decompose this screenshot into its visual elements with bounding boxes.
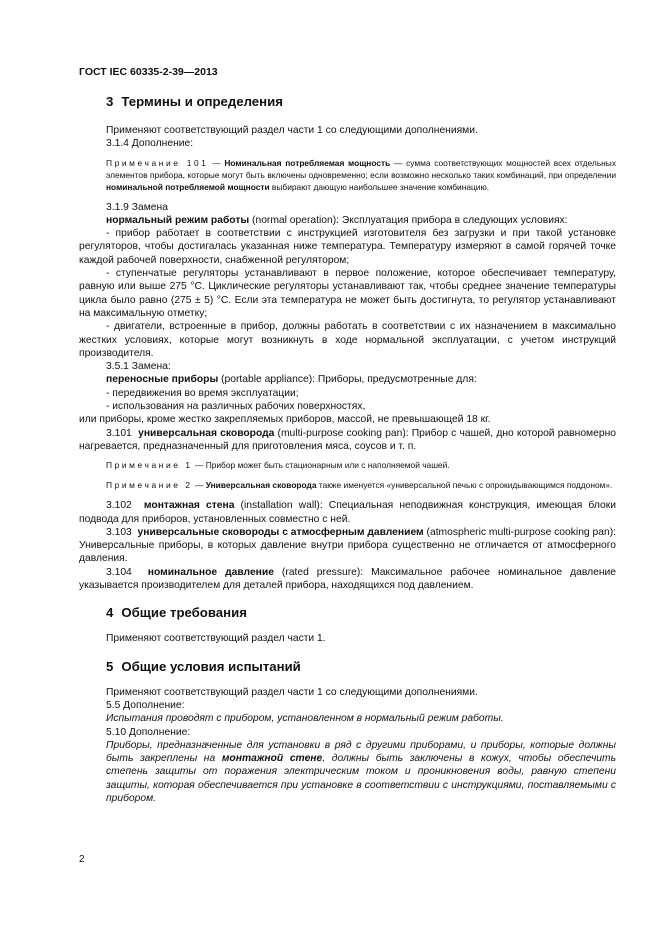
clause-number: 3.101 — [106, 427, 132, 439]
definition-3-101 — [79, 427, 616, 454]
term: переносные приборы — [106, 374, 219, 386]
section-title: Общие требования — [121, 605, 247, 621]
note-text: также именуется «универсальной печью с опрокидывающимся поддоном». — [316, 480, 613, 491]
term: номинальной потребляемой мощности — [106, 181, 270, 192]
section-number: 4 — [106, 605, 114, 621]
term: Номинальная потребляемая мощность — [224, 157, 391, 168]
term: нормальный режим работы — [106, 214, 250, 226]
note-label: Примечание 1 — [106, 460, 193, 471]
definition-text: (atmospheric multi-purpose cooking pan): Универсальные приборы, в которых давление внутри прибора существенно не отличается от атмосферного давления. — [79, 526, 616, 565]
note-1 — [106, 459, 616, 471]
section-title: Общие условия испытаний — [121, 658, 301, 674]
definition-normal-operation — [106, 214, 616, 227]
section-title: Термины и определения — [121, 94, 283, 109]
note-2 — [106, 479, 616, 491]
clause-number: 3.102 — [106, 500, 132, 512]
definition-portable-appliance — [106, 373, 616, 386]
italic-text: Испытания проводят с прибором, установленном в нормальный режим работы. — [106, 713, 504, 725]
list-item: - ступенчатые регуляторы устанавливают в первое положение, которое обеспечивает температуру, равную или выше 275 °С. Циклические регуляторы устанавливают так, чтобы среднее значение температуры цикла было равно (275 ± 5) °С. Если эта температура не может быть достигнута, то регулятор устанавливают на максимальную отметку; — [79, 268, 616, 319]
page-content — [79, 94, 617, 805]
section-number: 3 — [106, 94, 114, 109]
paragraph: Применяют соответствующий раздел части 1 со следующими дополнениями. — [106, 686, 478, 698]
definition-text: (normal operation): Эксплуатация прибора в следующих условиях: — [249, 214, 568, 226]
definition-3-104 — [79, 566, 616, 593]
section-5-heading — [106, 659, 616, 675]
page-number: 2 — [79, 854, 85, 865]
paragraph: или приборы, кроме жестко закрепляемых приборов, массой, не превышающей 18 кг. — [79, 414, 491, 426]
italic-text: Приборы, предназначенные для установки в ряд с другими приборами, и приборы, которые должны быть закреплены на — [106, 739, 616, 765]
paragraph-5-10 — [106, 739, 616, 805]
definition-3-102 — [79, 499, 616, 526]
note-text: — Прибор может быть стационарным или с наполняемой чашей. — [192, 460, 450, 471]
paragraph: 3.1.9 Замена — [106, 201, 168, 213]
term: универсальная сковорода — [138, 427, 275, 439]
term: номинальное давление — [147, 566, 274, 578]
clause-number: 3.104 — [106, 566, 132, 578]
note-dash: — — [208, 157, 225, 168]
note-label: Примечание 101 — [106, 157, 209, 168]
definition-3-103 — [79, 526, 616, 566]
definition-text: (rated pressure): Максимальное рабочее номинальное давление указывается производителем для деталей прибора, находящихся под давлением. — [79, 566, 616, 592]
term: Универсальная сковорода — [205, 480, 317, 491]
section-3-heading — [106, 94, 616, 110]
definition-text: (multi-purpose cooking pan): Прибор с чашей, дно которой равномерно нагревается, предназначенный для приготовления мяса, соусов и т. п. — [79, 427, 616, 452]
term: универсальные сковороды с атмосферным давлением — [137, 526, 424, 538]
paragraph: Применяют соответствующий раздел части 1. — [106, 633, 326, 645]
list-item: - использования на различных рабочих поверхностях, — [106, 401, 366, 413]
list-item: - передвижения во время эксплуатации; — [106, 387, 299, 399]
italic-text: , должны быть заключены в кожух, чтобы обеспечить степень защиты от поражения электрическим током и проникновения воды, равную степени защиты, которая обеспечивается при установке в соответствии с инструкциями, поставляемыми с прибором. — [106, 753, 617, 804]
term: монтажной стене — [221, 753, 323, 765]
note-text: выбирают дающую наибольшее значение комбинацию. — [269, 181, 490, 192]
list-item: - двигатели, встроенные в прибор, должны работать в соответствии с их назначением в максимально жестких условиях, которые могут возникнуть в ходе нормальной эксплуатации, с учетом инструкций производителя. — [79, 321, 616, 359]
section-number: 5 — [106, 658, 114, 674]
note-dash: — — [192, 480, 206, 491]
section-4-heading — [106, 605, 616, 621]
paragraph — [106, 712, 616, 725]
paragraph: 3.5.1 Замена: — [106, 361, 171, 373]
paragraph: 5.5 Дополнение: — [106, 699, 185, 711]
note-text: — сумма соответствующих мощностей всех отдельных элементов прибора, которые могут быть включены одновременно; если возможно несколько таких комбинаций, при определении — [106, 157, 617, 180]
paragraph: Применяют соответствующий раздел части 1 со следующими дополнениями. — [106, 125, 478, 136]
paragraph: 5.10 Дополнение: — [106, 726, 191, 738]
list-item: - прибор работает в соответствии с инструкцией изготовителя без загрузки и при такой установке регуляторов, чтобы достигалась указанная ниже температура. Температуру измеряют в самой горячей точке каждой рабочей поверхности, снабженной регулятором; — [79, 228, 616, 266]
definition-text: (portable appliance): Приборы, предусмотренные для: — [218, 374, 477, 386]
document-header: ГОСТ IEC 60335-2-39—2013 — [79, 66, 218, 78]
definition-text: (installation wall): Специальная неподвижная конструкция, имеющая блоки подвода для приборов, установленных совместно с ней. — [79, 500, 616, 525]
note-101 — [106, 157, 616, 193]
paragraph: 3.1.4 Дополнение: — [106, 138, 194, 150]
term: монтажная стена — [143, 500, 235, 512]
note-label: Примечание 2 — [106, 480, 193, 491]
clause-number: 3.103 — [106, 526, 132, 538]
